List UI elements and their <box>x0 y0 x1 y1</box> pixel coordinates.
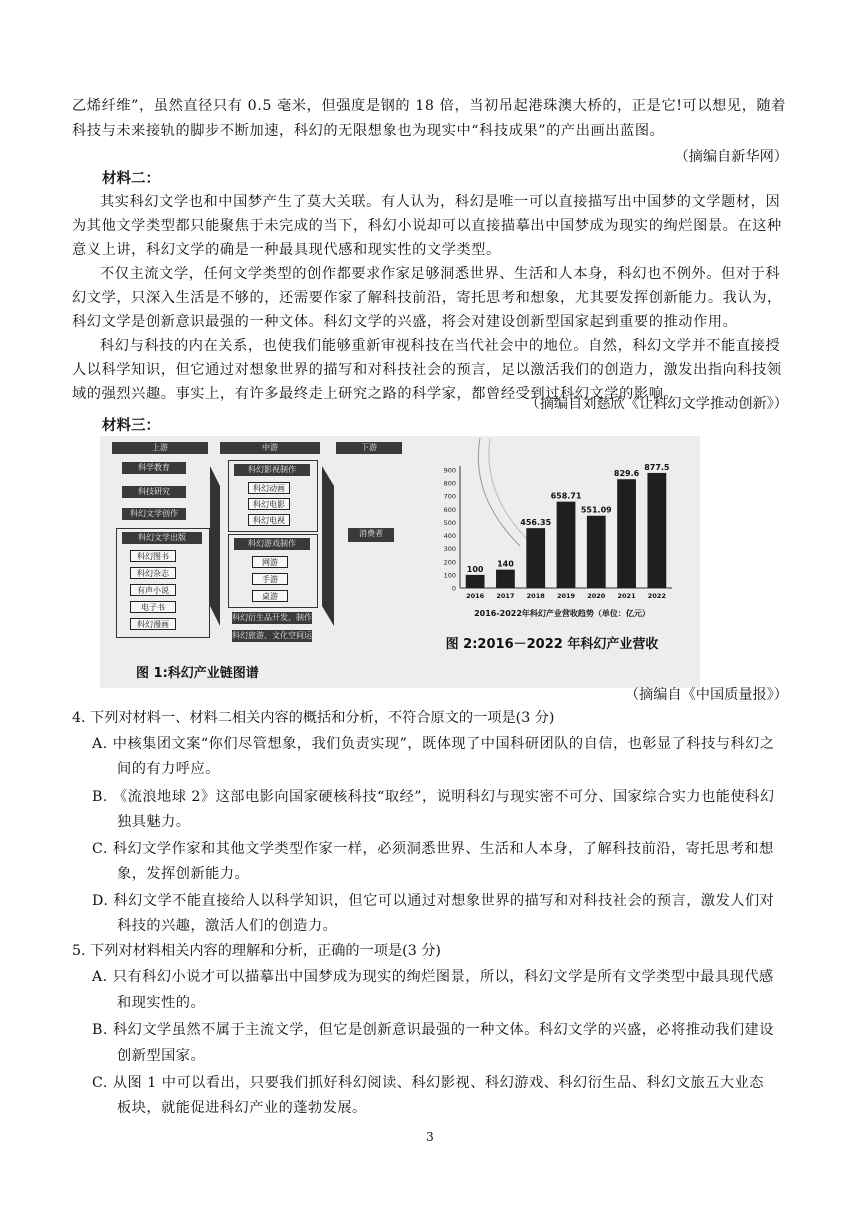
question-stem: 5. 下列对材料相关内容的理解和分析，正确的一项是(3 分) <box>72 943 441 959</box>
text-line: 人以科学知识，但它通过对想象世界的描写和对科技社会的预言，足以激活我们的创造力，激发出指向科技领 <box>72 362 782 378</box>
game-title: 科幻游戏制作 <box>234 538 310 550</box>
x-tick-label: 2020 <box>587 592 606 600</box>
data-label: 877.5 <box>644 462 670 472</box>
option-line: A. 中核集团文案“你们尽管想象，我们负责实现”，既体现了中国科研团队的自信，也彰显了科技与科幻之 <box>92 736 775 752</box>
y-tick-label: 200 <box>443 558 456 567</box>
option-line: C. 科幻文学作家和其他文学类型作家一样，必须洞悉世界、生活和人本身，了解科技前沿，寄托思考和想 <box>92 841 774 857</box>
option-line: 科技的兴趣，激活人们的创造力。 <box>117 918 338 934</box>
x-tick-label: 2017 <box>496 592 515 600</box>
data-label: 456.35 <box>520 518 552 528</box>
text-line: 意义上讲，科幻文学的确是一种最具现代感和现实性的文学类型。 <box>72 242 501 258</box>
publish-item: 有声小说 <box>130 584 176 596</box>
data-label: 100 <box>466 564 484 574</box>
option-line: A. 只有科幻小说才可以描摹出中国梦成为现实的绚烂图景，所以，科幻文学是所有文学类型中最具现代感 <box>92 969 774 985</box>
question-stem: 4. 下列对材料一、材料二相关内容的概括和分析，不符合原文的一项是(3 分) <box>72 710 555 726</box>
publish-title: 科幻文学出版 <box>122 532 202 544</box>
derivative-box: 科幻衍生品开发、制作 <box>232 613 312 622</box>
bar <box>526 528 545 588</box>
y-tick-label: 100 <box>443 571 456 580</box>
flow-arrow <box>320 466 336 626</box>
option-line: D. 科幻文学不能直接给人以科学知识，但它可以通过对想象世界的描写和对科技社会的预言，激发人们对 <box>92 893 775 909</box>
upstream-item: 科幻文学创作 <box>122 508 186 520</box>
stage-label: 中游 <box>220 442 320 454</box>
material-heading: 材料二： <box>102 171 160 187</box>
bar <box>466 575 485 588</box>
publish-item: 科幻漫画 <box>130 618 176 630</box>
y-tick-label: 0 <box>451 584 456 593</box>
option-line: B. 《流浪地球 2》这部电影向国家硬核科技“取经”，说明科幻与现实密不可分、国家综合实力也能使科幻 <box>92 789 775 805</box>
y-tick-label: 400 <box>443 532 456 541</box>
bar <box>647 473 666 588</box>
y-tick-label: 500 <box>443 518 456 527</box>
text-line: 科幻文学是创新意识最强的一种文体。科幻文学的兴盛，将会对建设创新型国家起到重要的推动作用。 <box>72 314 738 330</box>
film-item: 科幻动画 <box>248 482 290 494</box>
text-line: 域的强烈兴趣。事实上，有许多最终走上研究之路的科学家，都曾经受到过科幻文学的影响。 <box>72 386 679 402</box>
y-tick-label: 900 <box>443 466 456 475</box>
revenue-bar-chart <box>420 436 698 688</box>
film-title: 科幻影视制作 <box>234 464 310 476</box>
bar <box>587 516 606 588</box>
tourism-box: 科幻旅游、文化空间运营 <box>232 631 312 651</box>
publish-item: 科幻图书 <box>130 550 176 562</box>
source-note: （摘编自刘慈欣《让科幻文学推动创新》） <box>525 396 788 412</box>
data-label: 658.71 <box>550 491 582 501</box>
decorative-arc <box>489 438 532 544</box>
upstream-item: 科技研究 <box>122 486 186 498</box>
figure1-caption: 图 1:科幻产业链图谱 <box>136 666 259 681</box>
option-line: 象，发挥创新能力。 <box>117 866 250 882</box>
publish-item: 电子书 <box>130 601 176 613</box>
consumer-box: 消费者 <box>348 528 394 542</box>
x-tick-label: 2018 <box>526 592 545 600</box>
x-tick-label: 2019 <box>556 592 576 600</box>
text-line: 乙烯纤维”，虽然直径只有 0.5 毫米，但强度是钢的 18 倍，当初吊起港珠澳大桥的，正是它!可以想见，随着 <box>72 98 787 114</box>
film-item: 科幻电视 <box>248 514 290 526</box>
film-item: 科幻电影 <box>248 498 290 510</box>
y-tick-label: 600 <box>443 505 456 514</box>
text-line: 幻文学，只深入生活是不够的，还需要作家了解科技前沿，寄托思考和想象，尤其要发挥创新能力。我认为， <box>72 290 782 306</box>
game-item: 网游 <box>252 556 288 568</box>
publish-item: 科幻杂志 <box>130 567 176 579</box>
x-tick-label: 2022 <box>647 592 666 600</box>
bar <box>557 502 576 588</box>
decorative-arc <box>478 438 520 546</box>
text-line: 科技与未来接轨的脚步不断加速，科幻的无限想象也为现实中“科技成果”的产出画出蓝图。 <box>72 123 665 139</box>
material-heading: 材料三： <box>102 418 160 434</box>
option-line: 间的有力呼应。 <box>117 761 220 777</box>
game-item: 桌游 <box>252 590 288 602</box>
option-line: C. 从图 1 中可以看出，只要我们抓好科幻阅读、科幻影视、科幻游戏、科幻衍生品、科幻文旅五大业态 <box>92 1075 764 1091</box>
y-tick-label: 700 <box>443 492 456 501</box>
option-line: 和现实性的。 <box>117 995 206 1011</box>
page-number: 3 <box>426 1130 434 1144</box>
option-line: 独具魅力。 <box>117 814 191 830</box>
data-label: 140 <box>497 559 514 569</box>
bar <box>617 479 636 588</box>
text-line: 其实科幻文学也和中国梦产生了莫大关联。有人认为，科幻是唯一可以直接描写出中国梦的文学题材，因 <box>100 194 781 210</box>
flow-arrow <box>208 466 222 626</box>
chart-title: 2016-2022年科幻产业营收趋势（单位：亿元） <box>474 609 650 618</box>
data-label: 551.09 <box>580 505 612 515</box>
y-tick-label: 800 <box>443 479 456 488</box>
text-line: 科幻与科技的内在关系，也使我们能够重新审视科技在当代社会中的地位。自然，科幻文学并不能直接授 <box>100 338 781 354</box>
x-tick-label: 2016 <box>466 592 485 600</box>
game-item: 手游 <box>252 573 288 585</box>
option-line: 板块，就能促进科幻产业的蓬勃发展。 <box>117 1100 367 1116</box>
stage-label: 下游 <box>336 442 402 454</box>
figure2-caption: 图 2:2016－2022 年科幻产业营收 <box>445 637 659 652</box>
y-tick-label: 300 <box>443 545 456 554</box>
source-note: （摘编自新华网） <box>674 149 788 165</box>
upstream-item: 科学教育 <box>122 462 186 474</box>
option-line: 创新型国家。 <box>117 1048 206 1064</box>
figure-panel <box>100 436 700 688</box>
stage-label: 上游 <box>112 442 208 454</box>
source-note: （摘编自《中国质量报》） <box>624 687 788 703</box>
text-line: 为其他文学类型都只能聚焦于未完成的当下，科幻小说却可以直接描摹出中国梦成为现实的绚烂图景。在这种 <box>72 218 782 234</box>
data-label: 829.6 <box>613 469 640 479</box>
bar <box>496 570 515 588</box>
option-line: B. 科幻文学虽然不属于主流文学，但它是创新意识最强的一种文体。科幻文学的兴盛，必将推动我们建设 <box>92 1022 774 1038</box>
text-line: 不仅主流文学，任何文学类型的创作都要求作家足够洞悉世界、生活和人本身，科幻也不例外。但对于科 <box>100 266 781 282</box>
x-tick-label: 2021 <box>617 592 636 600</box>
